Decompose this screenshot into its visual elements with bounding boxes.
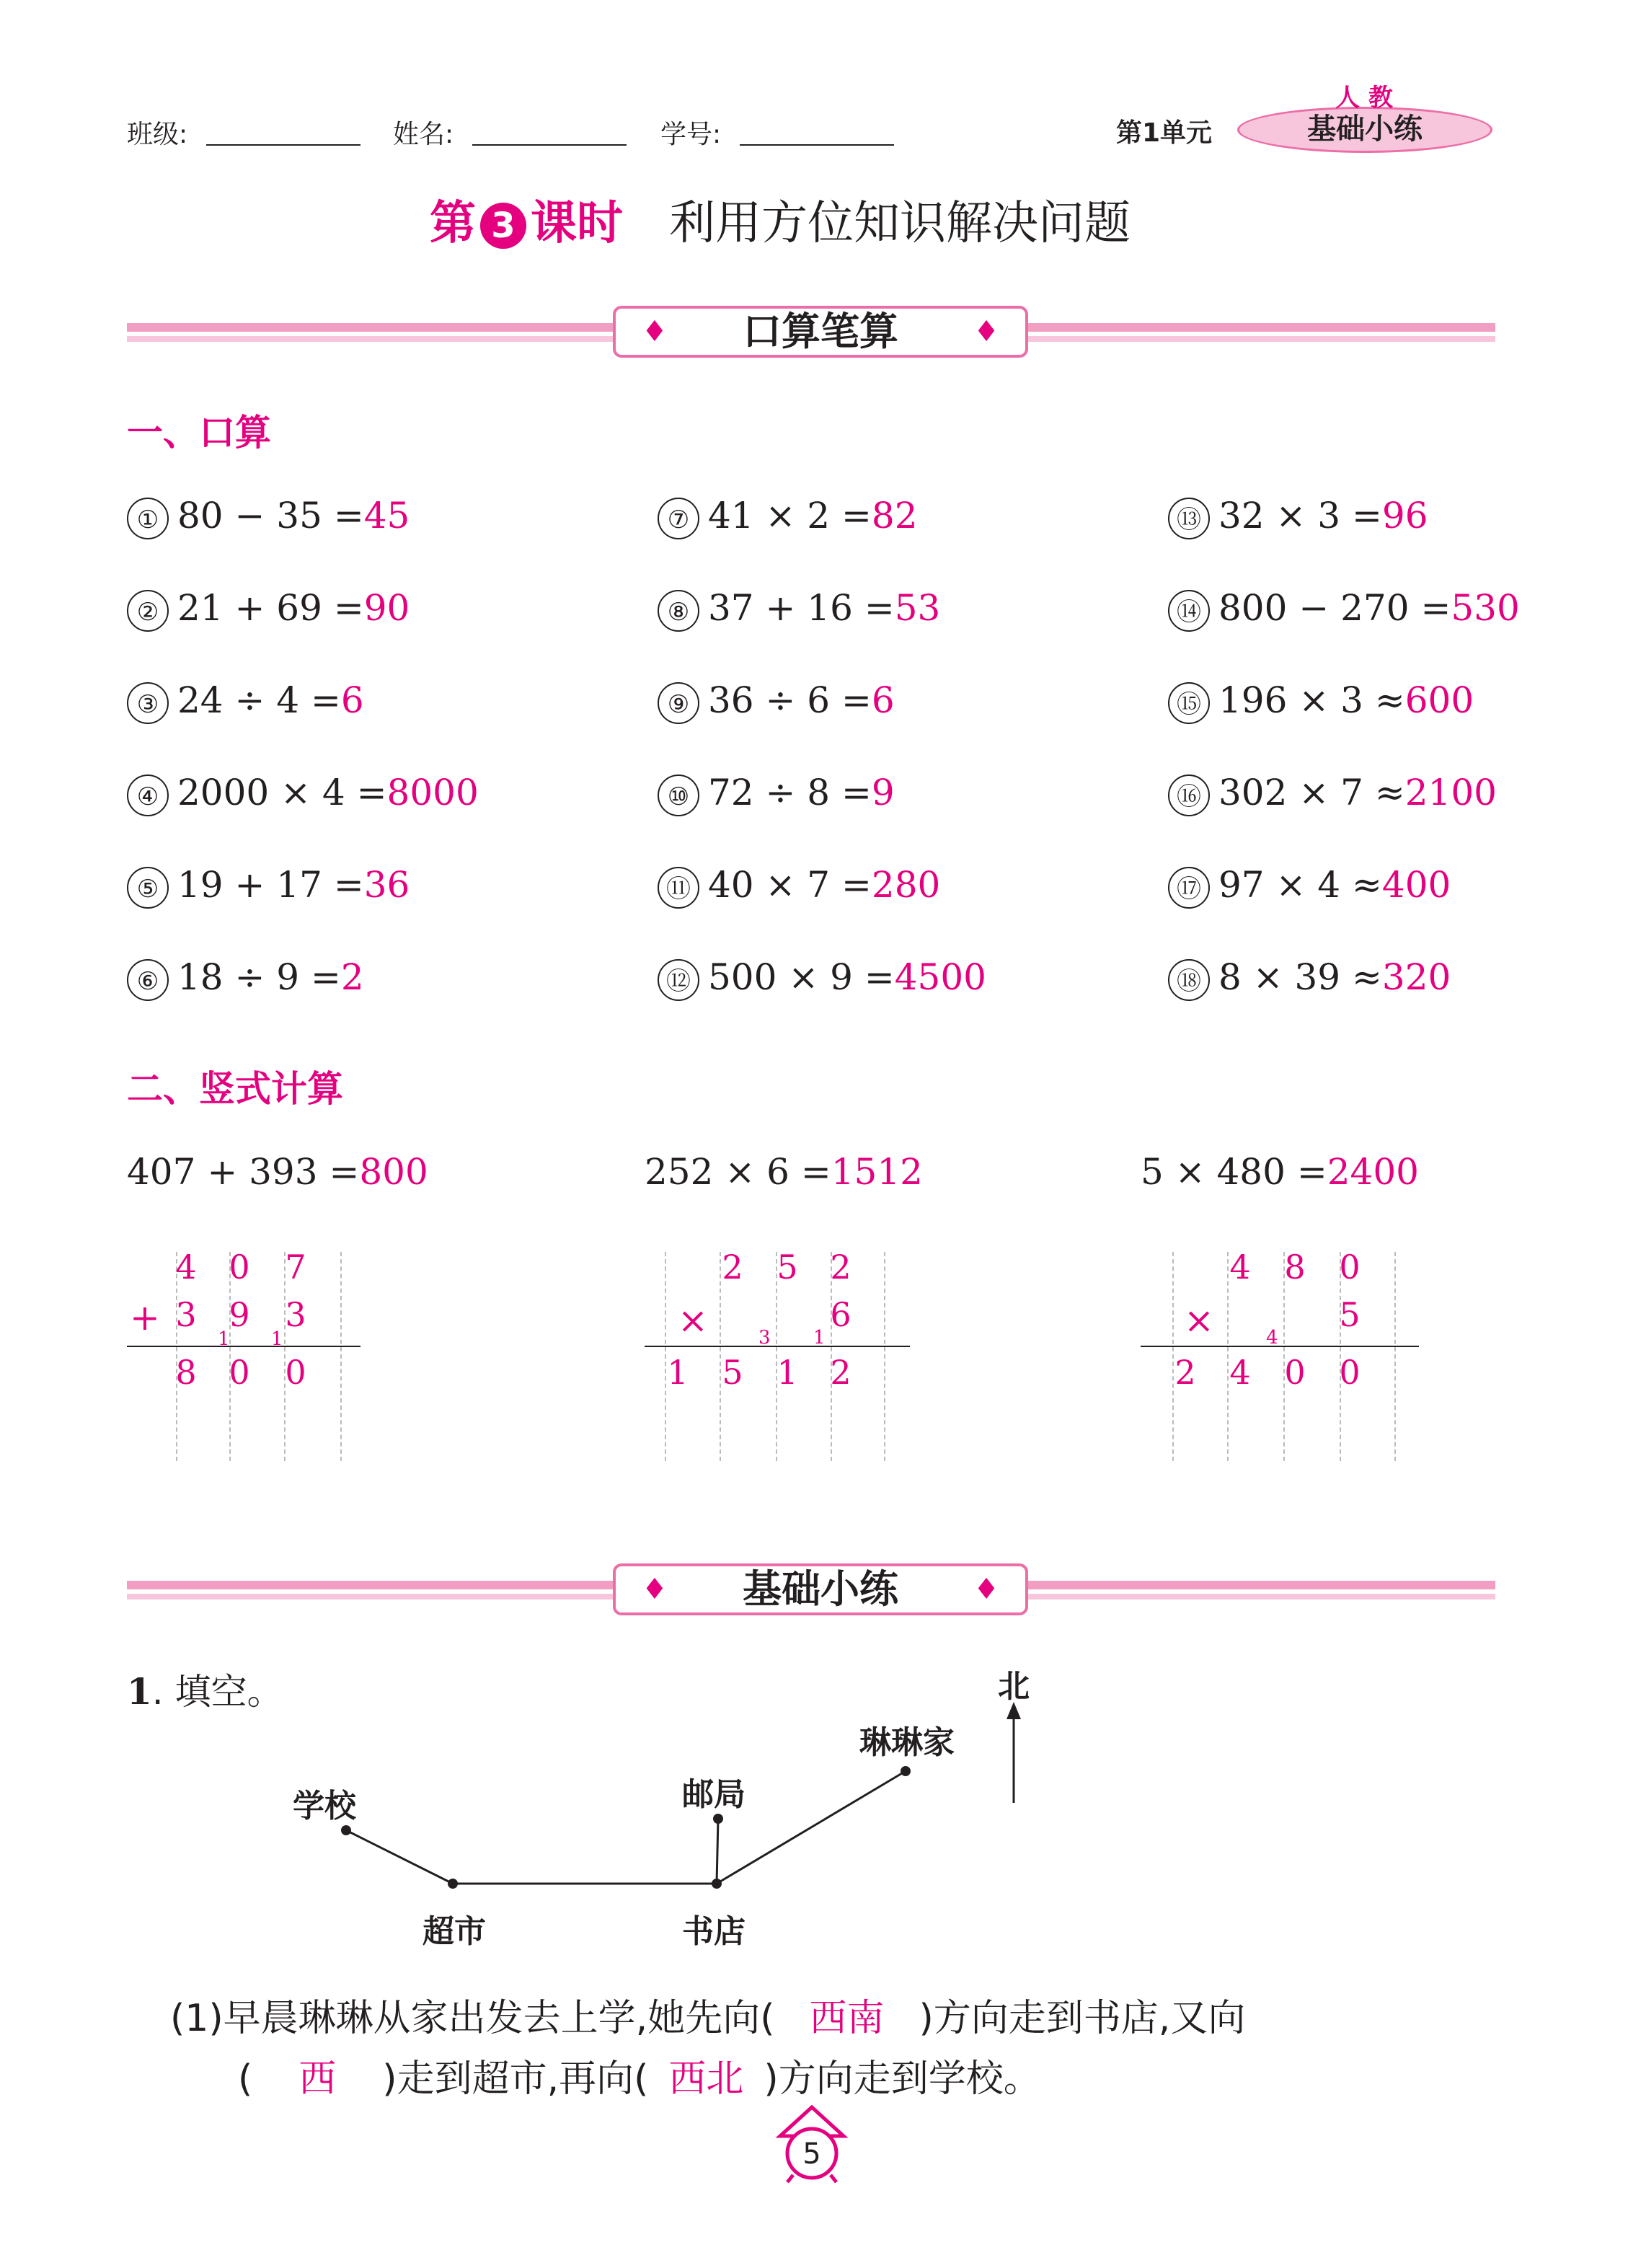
- question-text: )方向走到书店,又向: [919, 1997, 1246, 2040]
- problem-number: ①: [127, 498, 169, 539]
- digit: 0: [229, 1248, 250, 1287]
- problem-number: ⑫: [658, 959, 699, 1001]
- result-digit[interactable]: 0: [1284, 1353, 1306, 1392]
- problem-expression: 36 ÷ 6 =: [708, 679, 872, 721]
- problem-number: ⑧: [658, 590, 699, 632]
- map-label-bookstore: 书店: [682, 1913, 746, 1950]
- problem-answer[interactable]: 9: [871, 772, 895, 813]
- exercise-title: . 填空。: [151, 1671, 283, 1713]
- question-text: 早晨琳琳从家出发去上学,她先向(: [223, 1997, 775, 2040]
- problem-expression: 41 × 2 =: [708, 495, 872, 537]
- problem-answer[interactable]: 96: [1381, 495, 1428, 537]
- carry-digit: 3: [758, 1327, 771, 1349]
- problem-expression: 18 ÷ 9 =: [177, 956, 341, 998]
- result-digit[interactable]: 0: [285, 1353, 306, 1392]
- expression-answer[interactable]: 1512: [831, 1151, 923, 1193]
- problem-answer[interactable]: 2: [340, 956, 364, 998]
- name-label: 姓名:: [393, 120, 454, 149]
- carry-digit: 4: [1266, 1327, 1278, 1349]
- digit: 2: [722, 1248, 743, 1287]
- map-label-post-office: 邮局: [682, 1776, 746, 1813]
- student-id-label: 学号:: [660, 120, 722, 149]
- question-number: (1): [170, 1997, 224, 2040]
- publisher-label: 人 教: [1335, 84, 1393, 112]
- problem-answer[interactable]: 6: [871, 679, 895, 721]
- problem-expression: 800 − 270 =: [1218, 587, 1451, 629]
- digit: 4: [175, 1248, 197, 1287]
- problem-number: ⑪: [658, 867, 699, 909]
- problem-answer[interactable]: 530: [1451, 587, 1520, 629]
- problem-expression: 302 × 7 ≈: [1218, 772, 1405, 813]
- problem-number: ④: [127, 775, 169, 816]
- problem-expression: 72 ÷ 8 =: [708, 772, 872, 813]
- school-point: [341, 1825, 351, 1835]
- result-digit[interactable]: 0: [1339, 1353, 1361, 1392]
- digit: 9: [229, 1295, 250, 1334]
- carry-digit: 1: [271, 1328, 283, 1350]
- problem-number: ⑤: [127, 867, 169, 909]
- lesson-title: 利用方位知识解决问题: [669, 197, 1131, 250]
- problem-answer[interactable]: 320: [1381, 956, 1451, 998]
- result-digit[interactable]: 0: [229, 1353, 250, 1392]
- unit-label: 第1单元: [1116, 118, 1213, 148]
- banner-title: 基础小练: [743, 1566, 898, 1612]
- problem-expression: 8 × 39 ≈: [1218, 956, 1382, 998]
- problem-expression: 32 × 3 =: [1218, 495, 1382, 537]
- carry-digit: 1: [813, 1327, 826, 1349]
- diamond-icon: ♦: [973, 315, 999, 348]
- problem-answer[interactable]: 600: [1404, 679, 1474, 721]
- question-1-line1: [170, 1987, 1245, 2042]
- problem-expression: 21 + 69 =: [177, 587, 364, 629]
- problem-answer[interactable]: 400: [1381, 864, 1451, 906]
- expression-answer[interactable]: 2400: [1327, 1151, 1419, 1193]
- digit: 5: [1339, 1295, 1361, 1334]
- map-label-north: 北: [998, 1668, 1030, 1705]
- question-1-line2: [238, 2048, 1041, 2102]
- digit: 2: [830, 1248, 851, 1287]
- result-digit[interactable]: 1: [667, 1353, 689, 1392]
- problem-answer[interactable]: 8000: [386, 772, 479, 813]
- expression-text: 407 + 393 =: [127, 1151, 360, 1193]
- problem-answer[interactable]: 4500: [894, 956, 986, 998]
- operator-sign: +: [130, 1297, 160, 1338]
- carry-digit: 1: [218, 1328, 230, 1350]
- problem-number: ⑭: [1168, 590, 1210, 632]
- problem-number: ⑯: [1168, 775, 1210, 816]
- digit: 3: [175, 1295, 197, 1334]
- bookstore-point: [712, 1879, 722, 1889]
- diamond-icon: ♦: [642, 315, 668, 348]
- problem-number: ⑰: [1168, 867, 1210, 909]
- problem-answer[interactable]: 280: [871, 864, 941, 906]
- problem-expression: 500 × 9 =: [708, 956, 895, 998]
- result-digit[interactable]: 8: [175, 1353, 197, 1392]
- result-digit[interactable]: 2: [1174, 1353, 1196, 1392]
- diamond-icon: ♦: [642, 1573, 668, 1606]
- expression-text: 252 × 6 =: [645, 1151, 831, 1193]
- result-digit[interactable]: 5: [722, 1353, 743, 1392]
- answer-west[interactable]: 西: [298, 2057, 337, 2101]
- problem-number: ③: [127, 682, 169, 724]
- question-text: )方向走到学校。: [764, 2057, 1041, 2101]
- path-bookstore-post: [717, 1819, 718, 1884]
- problem-number: ②: [127, 590, 169, 632]
- problem-expression: 24 ÷ 4 =: [177, 679, 341, 721]
- page-number: 5: [802, 2137, 821, 2171]
- digit: 6: [830, 1295, 851, 1334]
- lesson-number-badge: 3: [480, 203, 526, 249]
- operator-sign: ×: [678, 1300, 708, 1341]
- home-point: [901, 1766, 911, 1776]
- map-label-home: 琳琳家: [859, 1724, 955, 1761]
- problem-expression: 80 − 35 =: [177, 495, 364, 537]
- problem-answer[interactable]: 82: [871, 495, 918, 537]
- post-office-point: [713, 1814, 723, 1824]
- digit: 3: [285, 1295, 306, 1334]
- digit: 8: [1284, 1248, 1306, 1287]
- problem-answer[interactable]: 53: [894, 587, 941, 629]
- section-oral-title: 一、口算: [127, 412, 271, 454]
- section-written-title: 二、竖式计算: [127, 1068, 343, 1110]
- map-label-supermarket: 超市: [423, 1913, 486, 1950]
- problem-expression: 19 + 17 =: [177, 864, 364, 906]
- lesson-suffix: 课时: [531, 197, 623, 250]
- question-text: )走到超市,再向(: [382, 2057, 649, 2101]
- result-digit[interactable]: 1: [777, 1353, 798, 1392]
- problem-expression: 37 + 16 =: [708, 587, 895, 629]
- problem-number: ⑨: [658, 682, 699, 724]
- path-school-supermarket: [346, 1830, 453, 1884]
- diamond-icon: ♦: [973, 1573, 999, 1606]
- problem-answer[interactable]: 6: [340, 679, 364, 721]
- answer-southwest[interactable]: 西南: [809, 1997, 885, 2040]
- problem-number: ⑥: [127, 959, 169, 1001]
- series-logo-text: 基础小练: [1307, 112, 1423, 146]
- result-digit[interactable]: 2: [830, 1353, 851, 1392]
- problem-expression: 40 × 7 =: [708, 864, 872, 906]
- banner-title: 口算笔算: [743, 309, 898, 354]
- expression-text: 5 × 480 =: [1141, 1151, 1327, 1193]
- problem-number: ⑦: [658, 498, 699, 539]
- result-digit[interactable]: 4: [1229, 1353, 1251, 1392]
- digit: 5: [777, 1248, 798, 1287]
- exercise-number: 1: [127, 1670, 152, 1713]
- answer-northwest[interactable]: 西北: [668, 2057, 744, 2101]
- operator-sign: ×: [1184, 1300, 1214, 1341]
- digit: 7: [285, 1248, 306, 1287]
- digit: 4: [1229, 1248, 1251, 1287]
- problem-number: ⑩: [658, 775, 699, 816]
- expression-answer[interactable]: 800: [359, 1151, 428, 1193]
- map-label-school: 学校: [293, 1788, 356, 1824]
- problem-answer[interactable]: 45: [363, 495, 410, 537]
- problem-answer[interactable]: 90: [363, 587, 410, 629]
- problem-expression: 196 × 3 ≈: [1218, 679, 1405, 721]
- problem-number: ⑬: [1168, 498, 1210, 539]
- class-label: 班级:: [127, 120, 188, 149]
- problem-expression: 97 × 4 ≈: [1218, 864, 1382, 906]
- digit: 0: [1339, 1248, 1361, 1287]
- question-text: (: [238, 2057, 253, 2101]
- problem-answer[interactable]: 36: [363, 864, 410, 906]
- supermarket-point: [448, 1879, 458, 1889]
- problem-number: ⑮: [1168, 682, 1210, 724]
- problem-answer[interactable]: 2100: [1404, 772, 1497, 813]
- problem-expression: 2000 × 4 =: [177, 772, 387, 813]
- problem-number: ⑱: [1168, 959, 1210, 1001]
- lesson-prefix: 第: [430, 197, 476, 250]
